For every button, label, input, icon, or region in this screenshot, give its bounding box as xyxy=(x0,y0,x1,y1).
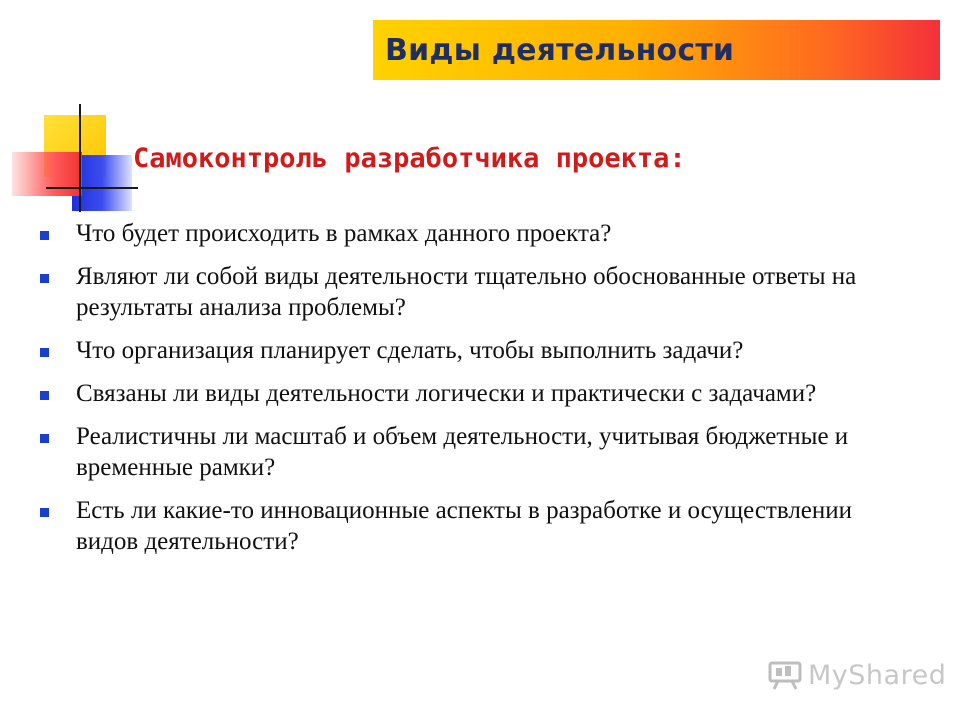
list-item-text: Есть ли какие-то инновационные аспекты в разработке и осуществлении видов деятельности? xyxy=(76,497,853,555)
bullet-icon xyxy=(40,434,49,443)
slide-title: Виды деятельности xyxy=(385,32,735,68)
watermark-logo xyxy=(768,655,946,695)
bullet-icon xyxy=(40,274,49,283)
title-banner xyxy=(373,20,940,80)
list-item xyxy=(40,378,920,409)
list-item xyxy=(40,421,920,483)
list-item-text: Являют ли собой виды деятельности тщательно обоснованные ответы на результаты анализа проблемы? xyxy=(76,263,857,321)
list-item xyxy=(40,335,920,366)
slide-subtitle: Самоконтроль разработчика проекта: xyxy=(133,143,686,174)
presentation-board-icon xyxy=(768,660,802,690)
list-item xyxy=(40,261,920,323)
list-item-text: Связаны ли виды деятельности логически и практически с задачами? xyxy=(76,380,817,407)
red-square xyxy=(12,152,82,196)
horizontal-line xyxy=(46,187,138,189)
bullet-icon xyxy=(40,391,49,400)
bullet-icon xyxy=(40,508,49,517)
bullet-list xyxy=(40,218,920,569)
list-item-text: Что организация планирует сделать, чтобы выполнить задачи? xyxy=(76,337,744,364)
list-item-text: Что будет происходить в рамках данного проекта? xyxy=(76,220,612,247)
bullet-icon xyxy=(40,231,49,240)
bullet-icon xyxy=(40,348,49,357)
vertical-line xyxy=(79,104,81,212)
list-item-text: Реалистичны ли масштаб и объем деятельности, учитывая бюджетные и временные рамки? xyxy=(76,423,849,481)
list-item xyxy=(40,218,920,249)
list-item xyxy=(40,495,920,557)
watermark-text: MyShared xyxy=(808,659,947,691)
